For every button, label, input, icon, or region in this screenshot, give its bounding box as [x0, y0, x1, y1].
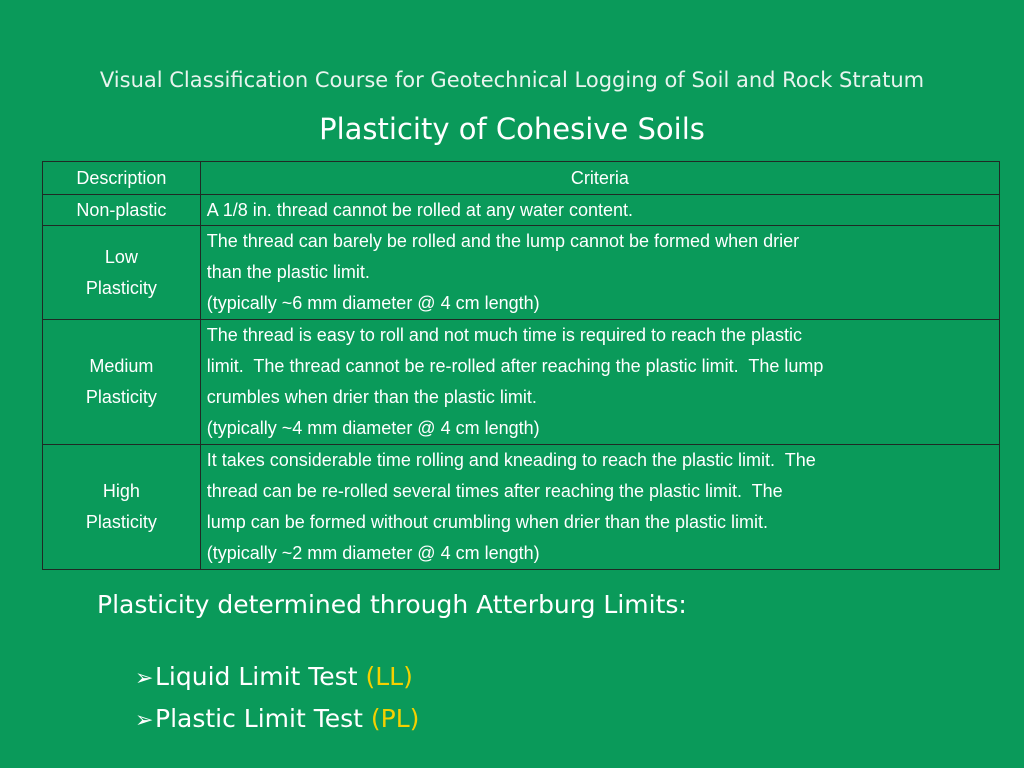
header-description: Description	[43, 162, 201, 195]
description-line: Medium	[89, 356, 154, 376]
arrow-bullet-icon: ➢	[135, 666, 154, 691]
table-row	[43, 445, 1000, 570]
arrow-bullet-icon: ➢	[135, 708, 154, 733]
criteria-cell	[200, 445, 999, 570]
bullet-label: Liquid Limit Test	[155, 662, 366, 691]
description-line: Low	[104, 246, 138, 267]
bullet-abbr: (LL)	[365, 662, 413, 691]
description-line: Plasticity	[85, 277, 157, 298]
criteria-line: (typically ~2 mm diameter @ 4 cm length)	[206, 543, 540, 563]
criteria-line: crumbles when drier than the plastic limit.	[206, 387, 537, 407]
description-cell	[43, 226, 201, 320]
slide-title: Plasticity of Cohesive Soils	[319, 112, 705, 146]
bullet-abbr: (PL)	[370, 704, 420, 733]
criteria-line: It takes considerable time rolling and kneading to reach the plastic limit. The	[206, 450, 816, 470]
description-cell	[43, 320, 201, 445]
criteria-line: thread can be re-rolled several times after reaching the plastic limit. The	[206, 481, 783, 501]
table-row	[43, 226, 1000, 320]
criteria-line: A 1/8 in. thread cannot be rolled at any water content.	[206, 200, 634, 220]
table-row	[43, 195, 1000, 226]
table-header-row	[43, 162, 1000, 195]
header-criteria: Criteria	[200, 162, 999, 195]
atterburg-text: Plasticity determined through Atterburg Limits:	[97, 590, 687, 619]
description-cell	[43, 195, 201, 226]
description-line: Non-plastic	[76, 200, 167, 220]
description-line: Plasticity	[85, 387, 157, 407]
criteria-line: (typically ~4 mm diameter @ 4 cm length)	[206, 418, 540, 438]
bullet-label: Plastic Limit Test	[155, 704, 371, 733]
description-line: High	[102, 481, 140, 501]
criteria-line: The thread is easy to roll and not much time is required to reach the plastic	[206, 325, 803, 345]
criteria-line: (typically ~6 mm diameter @ 4 cm length)	[206, 293, 540, 313]
criteria-line: lump can be formed without crumbling when drier than the plastic limit.	[206, 512, 769, 532]
criteria-cell	[200, 320, 999, 445]
list-item	[135, 699, 419, 741]
list-item	[135, 657, 419, 699]
criteria-cell	[200, 226, 999, 320]
test-list	[135, 657, 419, 741]
criteria-line: limit. The thread cannot be re-rolled after reaching the plastic limit. The lump	[206, 356, 824, 376]
description-cell	[43, 445, 201, 570]
plasticity-table	[42, 161, 1000, 570]
criteria-line: The thread can barely be rolled and the lump cannot be formed when drier	[206, 231, 800, 251]
course-title: Visual Classification Course for Geotechnical Logging of Soil and Rock Stratum	[99, 68, 925, 92]
criteria-cell	[200, 195, 999, 226]
table-row	[43, 320, 1000, 445]
description-line: Plasticity	[85, 512, 157, 532]
criteria-line: than the plastic limit.	[206, 262, 370, 282]
